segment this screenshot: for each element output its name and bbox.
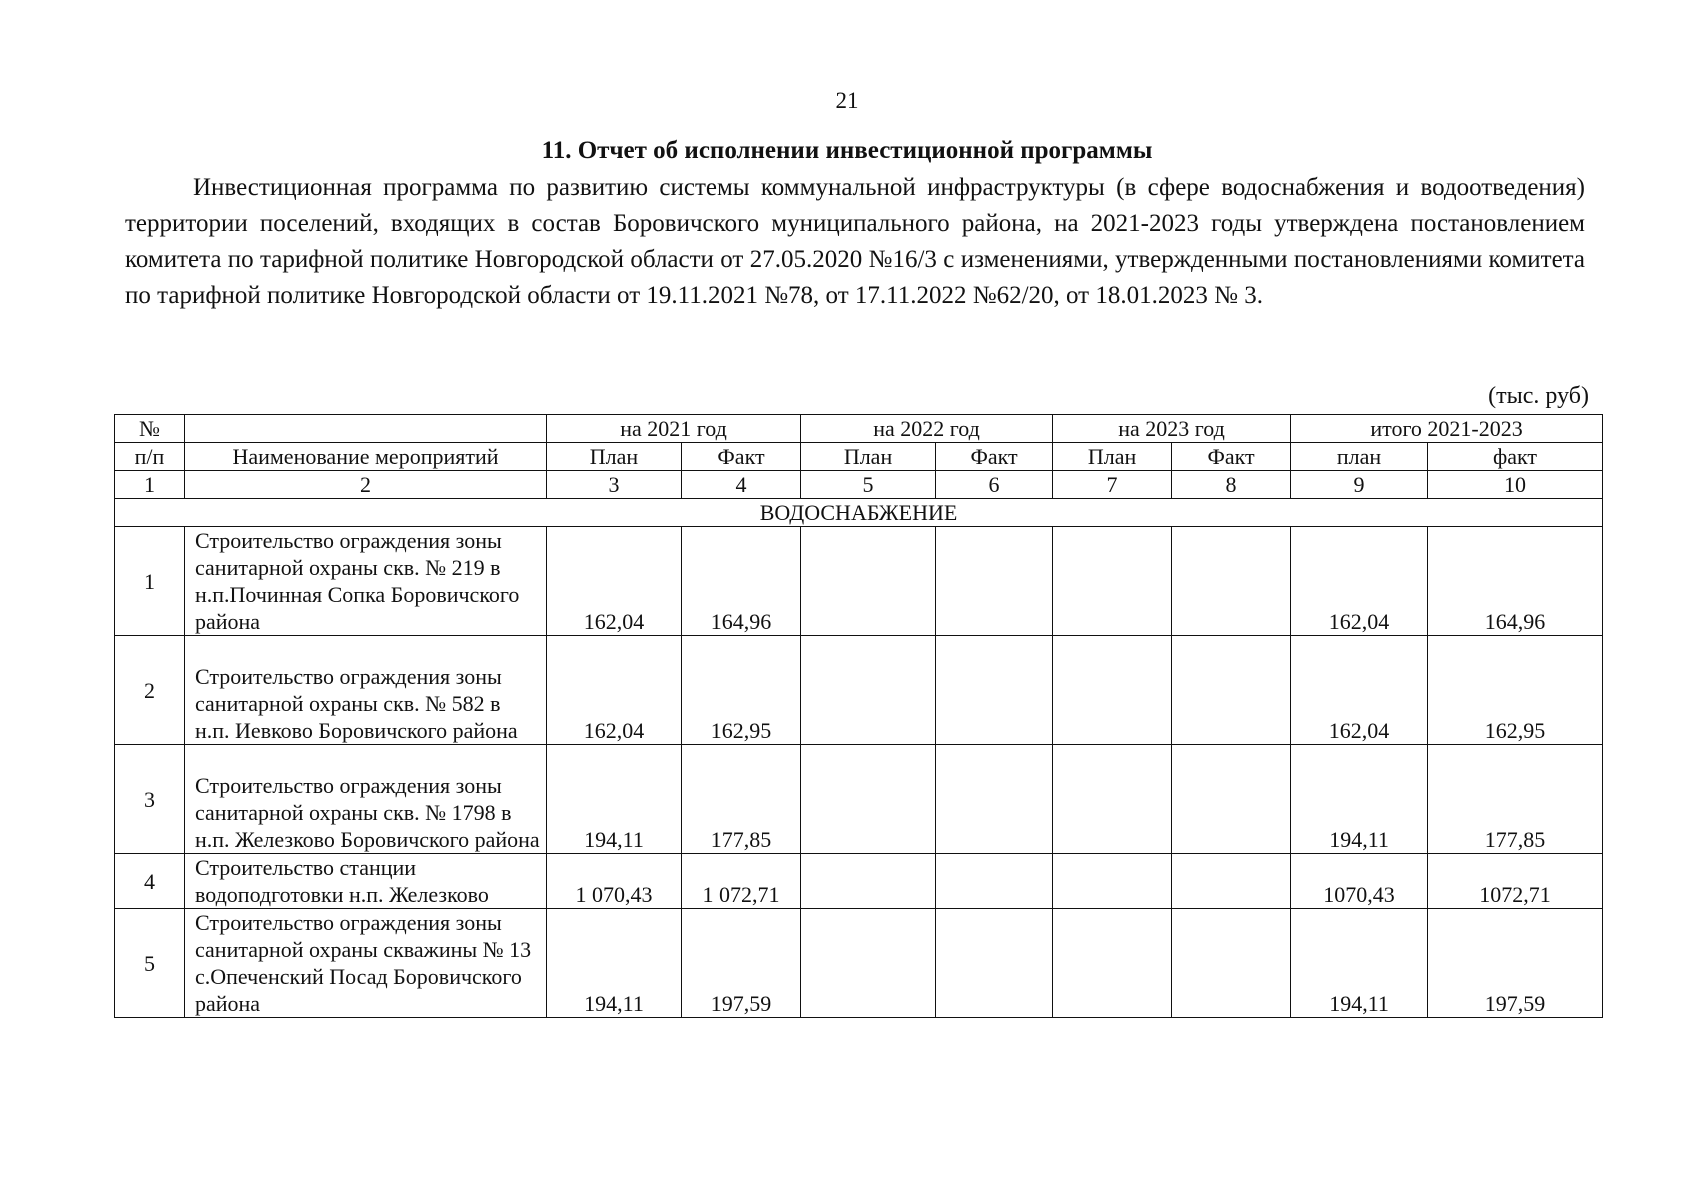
sub-plan-2023: План xyxy=(1053,443,1172,471)
row-name: Строительство ограждения зоны санитарной охраны скв. № 582 в н.п. Иевково Боровичского района xyxy=(185,636,547,745)
period-2023: на 2023 год xyxy=(1053,415,1291,443)
col-number: 5 xyxy=(801,471,936,499)
row-fact-2022 xyxy=(936,745,1053,854)
row-name: Строительство ограждения зоны санитарной охраны скважины № 13 с.Опеченский Посад Боровичского района xyxy=(185,909,547,1018)
row-fact-total: 197,59 xyxy=(1428,909,1603,1018)
header-row-sub xyxy=(115,443,1603,471)
row-fact-total: 177,85 xyxy=(1428,745,1603,854)
table-row xyxy=(115,854,1603,909)
row-fact-2022 xyxy=(936,854,1053,909)
sub-fact-2021: Факт xyxy=(682,443,801,471)
period-total: итого 2021-2023 xyxy=(1291,415,1603,443)
table-row xyxy=(115,636,1603,745)
row-name: Строительство ограждения зоны санитарной охраны скв. № 219 в н.п.Починная Сопка Боровичского района xyxy=(185,527,547,636)
sub-plan-2021: План xyxy=(547,443,682,471)
section-title: 11. Отчет об исполнении инвестиционной программы xyxy=(541,137,1153,164)
table-row xyxy=(115,745,1603,854)
col-number: 9 xyxy=(1291,471,1428,499)
row-plan-total: 194,11 xyxy=(1291,909,1428,1018)
row-number: 2 xyxy=(115,636,185,745)
row-fact-total: 164,96 xyxy=(1428,527,1603,636)
row-fact-2023 xyxy=(1172,636,1291,745)
row-number: 1 xyxy=(115,527,185,636)
sub-fact-2023: Факт xyxy=(1172,443,1291,471)
row-plan-total: 194,11 xyxy=(1291,745,1428,854)
row-plan-2022 xyxy=(801,527,936,636)
row-fact-2022 xyxy=(936,527,1053,636)
col-number: 7 xyxy=(1053,471,1172,499)
row-name: Строительство станции водоподготовки н.п. Железково xyxy=(185,854,547,909)
header-row-numbers xyxy=(115,471,1603,499)
sub-plan-2022: План xyxy=(801,443,936,471)
row-plan-2023 xyxy=(1053,854,1172,909)
col-number: 4 xyxy=(682,471,801,499)
row-plan-2021: 162,04 xyxy=(547,636,682,745)
row-plan-2021: 194,11 xyxy=(547,745,682,854)
table-row xyxy=(115,909,1603,1018)
row-plan-2023 xyxy=(1053,636,1172,745)
row-plan-2023 xyxy=(1053,527,1172,636)
row-fact-2022 xyxy=(936,909,1053,1018)
sub-fact-total: факт xyxy=(1428,443,1603,471)
row-fact-2021: 177,85 xyxy=(682,745,801,854)
row-name: Строительство ограждения зоны санитарной охраны скв. № 1798 в н.п. Железково Боровичского района xyxy=(185,745,547,854)
sub-plan-total: план xyxy=(1291,443,1428,471)
col-number: 3 xyxy=(547,471,682,499)
row-plan-2022 xyxy=(801,745,936,854)
row-plan-2023 xyxy=(1053,745,1172,854)
col-no-line1: № xyxy=(115,415,185,443)
period-2022: на 2022 год xyxy=(801,415,1053,443)
row-fact-2021: 164,96 xyxy=(682,527,801,636)
row-plan-2022 xyxy=(801,854,936,909)
col-number: 1 xyxy=(115,471,185,499)
table-row xyxy=(115,527,1603,636)
row-fact-2023 xyxy=(1172,527,1291,636)
row-plan-2021: 162,04 xyxy=(547,527,682,636)
section-label: ВОДОСНАБЖЕНИЕ xyxy=(115,499,1603,527)
row-fact-2021: 162,95 xyxy=(682,636,801,745)
col-number: 2 xyxy=(185,471,547,499)
row-fact-2021: 197,59 xyxy=(682,909,801,1018)
row-fact-total: 1072,71 xyxy=(1428,854,1603,909)
units-label: (тыс. руб) xyxy=(1488,383,1589,409)
row-fact-2021: 1 072,71 xyxy=(682,854,801,909)
col-no-line2: п/п xyxy=(115,443,185,471)
col-name: Наименование мероприятий xyxy=(185,443,547,471)
header-row-periods xyxy=(115,415,1603,443)
row-fact-2023 xyxy=(1172,745,1291,854)
row-plan-total: 162,04 xyxy=(1291,527,1428,636)
row-plan-total: 162,04 xyxy=(1291,636,1428,745)
row-number: 3 xyxy=(115,745,185,854)
row-plan-total: 1070,43 xyxy=(1291,854,1428,909)
col-name-top xyxy=(185,415,547,443)
row-fact-2022 xyxy=(936,636,1053,745)
col-number: 10 xyxy=(1428,471,1603,499)
sub-fact-2022: Факт xyxy=(936,443,1053,471)
row-plan-2023 xyxy=(1053,909,1172,1018)
row-number: 4 xyxy=(115,854,185,909)
row-number: 5 xyxy=(115,909,185,1018)
row-fact-2023 xyxy=(1172,909,1291,1018)
intro-paragraph: Инвестиционная программа по развитию системы коммунальной инфраструктуры (в сфере водоснабжения и водоотведения) территории поселений, входящих в состав Боровичского муниципального района, на 2021-2023 годы утверждена постановлением комитета по тарифной политике Новгородской области от 27.05.2020 №16/3 с изменениями, утвержденными постановлениями комитета по тарифной политике Новгородской области от 19.11.2021 №78, от 17.11.2022 №62/20, от 18.01.2023 № 3. xyxy=(125,174,1585,309)
page-number: 21 xyxy=(835,88,859,113)
row-plan-2022 xyxy=(801,636,936,745)
row-fact-2023 xyxy=(1172,854,1291,909)
row-plan-2022 xyxy=(801,909,936,1018)
col-number: 6 xyxy=(936,471,1053,499)
investment-report-table xyxy=(114,414,1603,1018)
row-fact-total: 162,95 xyxy=(1428,636,1603,745)
col-number: 8 xyxy=(1172,471,1291,499)
row-plan-2021: 194,11 xyxy=(547,909,682,1018)
section-row xyxy=(115,499,1603,527)
period-2021: на 2021 год xyxy=(547,415,801,443)
row-plan-2021: 1 070,43 xyxy=(547,854,682,909)
